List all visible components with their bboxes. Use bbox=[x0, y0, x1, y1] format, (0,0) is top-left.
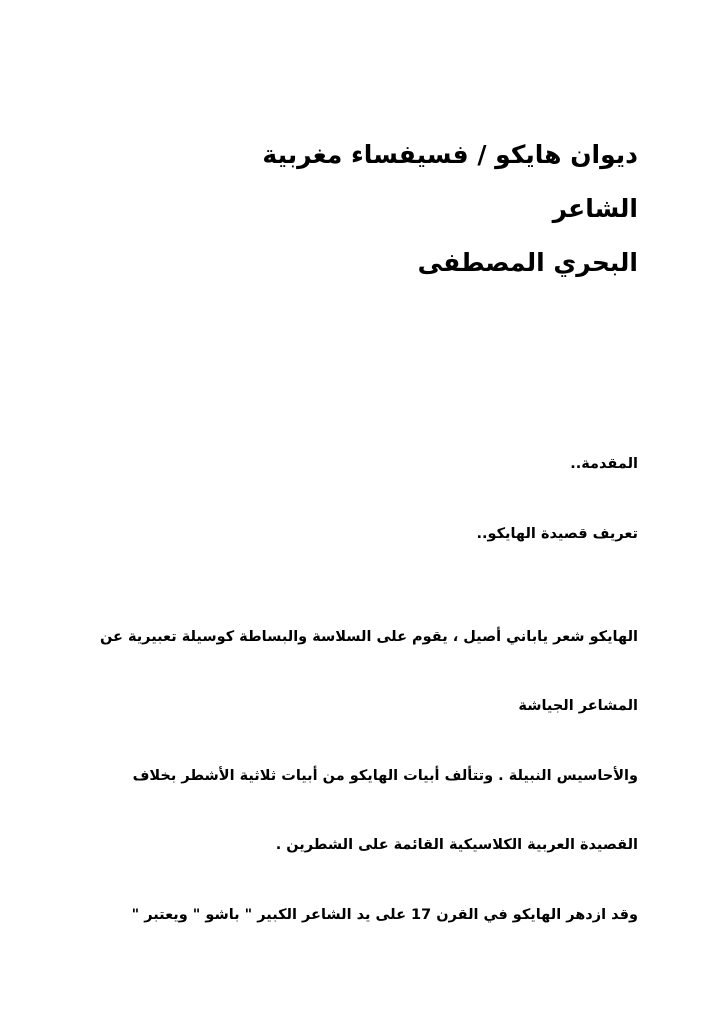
paragraph-line: المشاعر الجياشة bbox=[518, 698, 638, 714]
paragraph-line: وقد ازدهر الهايكو في القرن 17 على يد الشاعر الكبير " باشو " ويعتبر " bbox=[131, 907, 638, 923]
haiku-definition-heading: تعريف قصيدة الهايكو.. bbox=[476, 526, 638, 542]
paragraph-line: القصيدة العربية الكلاسيكية القائمة على الشطرين . bbox=[275, 837, 638, 853]
poet-name: البحري المصطفى bbox=[417, 248, 638, 277]
document-title: ديوان هايكو / فسيفساء مغربية bbox=[262, 140, 638, 169]
paragraph-line: الهايكو شعر ياباني أصيل ، يقوم على السلاسة والبساطة كوسيلة تعبيرية عن bbox=[99, 629, 638, 645]
introduction-heading: المقدمة.. bbox=[570, 456, 638, 472]
poet-label: الشاعر bbox=[552, 194, 638, 223]
paragraph-line: والأحاسيس النبيلة . وتتألف أبيات الهايكو من أبيات ثلاثية الأشطر بخلاف bbox=[132, 768, 638, 784]
